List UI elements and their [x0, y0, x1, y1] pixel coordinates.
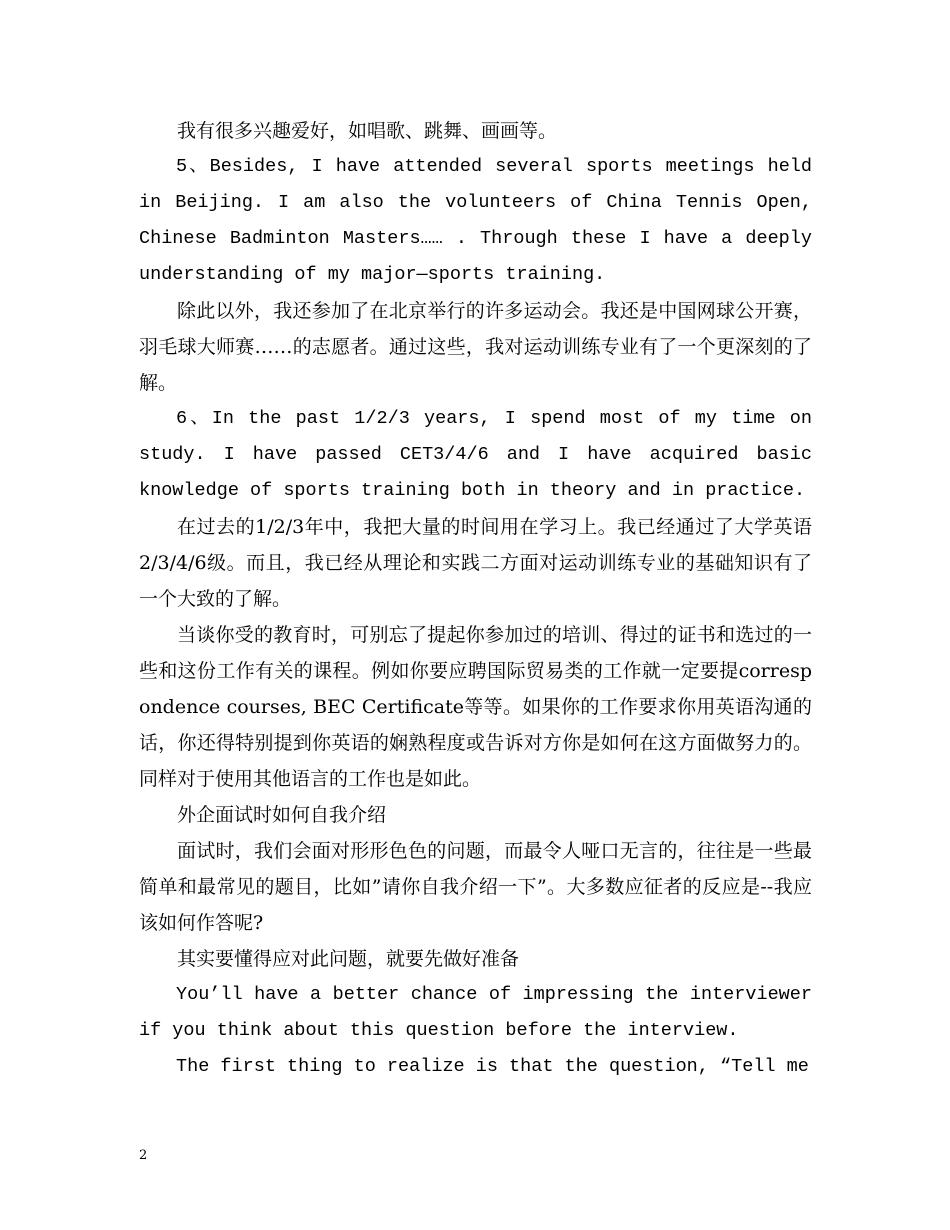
paragraph-6-en: 6、In the past 1/2/3 years, I spend most of my time on study. I have passed CET3/4/6 and I have acquired basic knowledge of sports training both in theory and in practice. — [139, 408, 812, 501]
page-number: 2 — [139, 1148, 148, 1163]
paragraph-6-zh: 在过去的1/2/3年中，我把大量的时间用在学习上。我已经通过了大学英语2/3/4/6级。而且，我已经从理论和实践二方面对运动训练专业的基础知识有了一个大致的了解。 — [139, 516, 812, 610]
paragraph-education-advice: 当谈你受的教育时，可别忘了提起你参加过的培训、得过的证书和选过的一些和这份工作有关的课程。例如你要应聘国际贸易类的工作就一定要提correspondence courses, BEC Certificate等等。如果你的工作要求你用英语沟通的话，你还得特别提到你英语的娴熟程度或告诉对方你是如何在这方面做努力的。同样对于使用其他语言的工作也是如此。 — [139, 624, 812, 790]
paragraph-prepare: 其实要懂得应对此问题，就要先做好准备 — [177, 948, 520, 970]
document-body — [139, 113, 812, 1085]
paragraph-5-zh: 除此以外，我还参加了在北京举行的许多运动会。我还是中国网球公开赛，羽毛球大师赛……的志愿者。通过这些，我对运动训练专业有了一个更深刻的了解。 — [139, 300, 812, 394]
paragraph-first-thing-en: The first thing to realize is that the question, “Tell me — [176, 1056, 809, 1077]
paragraph-hobbies-zh: 我有很多兴趣爱好，如唱歌、跳舞、画画等。 — [177, 120, 558, 142]
section-heading: 外企面试时如何自我介绍 — [177, 804, 387, 826]
paragraph-interview-intro: 面试时，我们会面对形形色色的问题，而最令人哑口无言的，往往是一些最简单和最常见的题目，比如”请你自我介绍一下”。大多数应征者的反应是--我应该如何作答呢? — [139, 840, 812, 934]
paragraph-better-chance-en: You’ll have a better chance of impressing the interviewer if you think about this question before the interview. — [139, 984, 812, 1041]
paragraph-5-en: 5、Besides, I have attended several sports meetings held in Beijing. I am also the volunteers of China Tennis Open, Chinese Badminton Masters…… . Through these I have a deeply understanding of my major—sports training. — [139, 156, 812, 285]
